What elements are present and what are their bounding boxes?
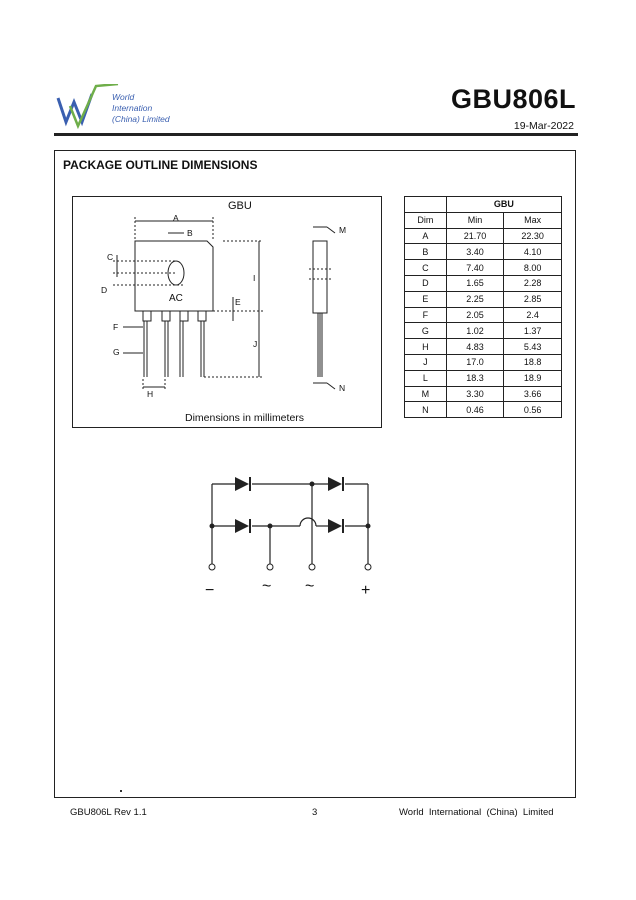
terminal-ac-1: ~ <box>262 578 272 595</box>
cell-min: 1.02 <box>446 323 504 339</box>
col-min: Min <box>446 212 504 228</box>
footer-company: World International (China) Limited <box>399 807 554 818</box>
logo-line-3: (China) Limited <box>112 114 170 124</box>
cell-dim: E <box>405 291 447 307</box>
stray-dot <box>120 790 122 792</box>
marking-ac: AC <box>169 293 183 304</box>
cell-dim: C <box>405 260 447 276</box>
table-group-header: GBU <box>446 197 561 213</box>
cell-max: 2.28 <box>504 275 562 291</box>
cell-dim: D <box>405 275 447 291</box>
cell-dim: G <box>405 323 447 339</box>
terminal-ac-2: ~ <box>305 578 315 595</box>
dim-letter-a: A <box>173 213 179 223</box>
logo-line-2: Internation <box>112 103 153 113</box>
cell-min: 3.30 <box>446 386 504 402</box>
table-row <box>405 323 562 339</box>
cell-dim: B <box>405 244 447 260</box>
package-drawing <box>72 196 382 428</box>
dimensions-table <box>404 196 562 418</box>
logo-text <box>112 92 170 125</box>
dim-letter-j: J <box>253 339 258 349</box>
header-rule <box>54 133 578 136</box>
dim-letter-e: E <box>235 297 241 307</box>
dim-letter-f: F <box>113 322 119 332</box>
table-body <box>405 228 562 418</box>
cell-dim: H <box>405 339 447 355</box>
dim-letter-b: B <box>187 228 193 238</box>
cell-max: 2.4 <box>504 307 562 323</box>
terminal-negative: − <box>205 582 215 599</box>
footer-revision: GBU806L Rev 1.1 <box>70 807 147 818</box>
drawing-caption: Dimensions in millimeters <box>185 412 305 424</box>
table-row <box>405 339 562 355</box>
table-row <box>405 244 562 260</box>
cell-max: 3.66 <box>504 386 562 402</box>
cell-max: 0.56 <box>504 402 562 418</box>
dim-letter-i: I <box>253 273 256 283</box>
dim-letter-n: N <box>339 383 346 393</box>
cell-dim: J <box>405 354 447 370</box>
table-corner <box>405 197 447 213</box>
cell-dim: F <box>405 307 447 323</box>
table-row <box>405 307 562 323</box>
col-max: Max <box>504 212 562 228</box>
col-dim: Dim <box>405 212 447 228</box>
table-row <box>405 370 562 386</box>
cell-max: 8.00 <box>504 260 562 276</box>
cell-max: 22.30 <box>504 228 562 244</box>
document-date: 19-Mar-2022 <box>513 120 574 132</box>
terminal-positive: + <box>361 582 371 599</box>
cell-max: 2.85 <box>504 291 562 307</box>
cell-dim: L <box>405 370 447 386</box>
cell-min: 7.40 <box>446 260 504 276</box>
dim-letter-g: G <box>113 347 120 357</box>
cell-min: 2.05 <box>446 307 504 323</box>
table-row <box>405 402 562 418</box>
table-row <box>405 354 562 370</box>
cell-min: 18.3 <box>446 370 504 386</box>
table-row <box>405 386 562 402</box>
dim-letter-m: M <box>339 225 347 235</box>
cell-dim: A <box>405 228 447 244</box>
cell-min: 17.0 <box>446 354 504 370</box>
cell-min: 3.40 <box>446 244 504 260</box>
dim-letter-c: C <box>107 252 114 262</box>
cell-max: 18.9 <box>504 370 562 386</box>
cell-min: 21.70 <box>446 228 504 244</box>
cell-max: 5.43 <box>504 339 562 355</box>
cell-max: 1.37 <box>504 323 562 339</box>
cell-dim: M <box>405 386 447 402</box>
dim-letter-h: H <box>147 389 154 399</box>
logo-line-1: World <box>112 92 135 102</box>
part-number: GBU806L <box>450 84 576 114</box>
cell-min: 2.25 <box>446 291 504 307</box>
table-row <box>405 275 562 291</box>
cell-min: 0.46 <box>446 402 504 418</box>
bridge-rectifier-schematic <box>195 462 385 572</box>
table-row <box>405 291 562 307</box>
cell-min: 1.65 <box>446 275 504 291</box>
table-row <box>405 228 562 244</box>
cell-dim: N <box>405 402 447 418</box>
table-row <box>405 260 562 276</box>
package-label: GBU <box>228 200 252 212</box>
footer-page-number: 3 <box>312 807 318 818</box>
cell-max: 18.8 <box>504 354 562 370</box>
cell-min: 4.83 <box>446 339 504 355</box>
section-title: PACKAGE OUTLINE DIMENSIONS <box>63 158 258 172</box>
cell-max: 4.10 <box>504 244 562 260</box>
dim-letter-d: D <box>101 285 108 295</box>
